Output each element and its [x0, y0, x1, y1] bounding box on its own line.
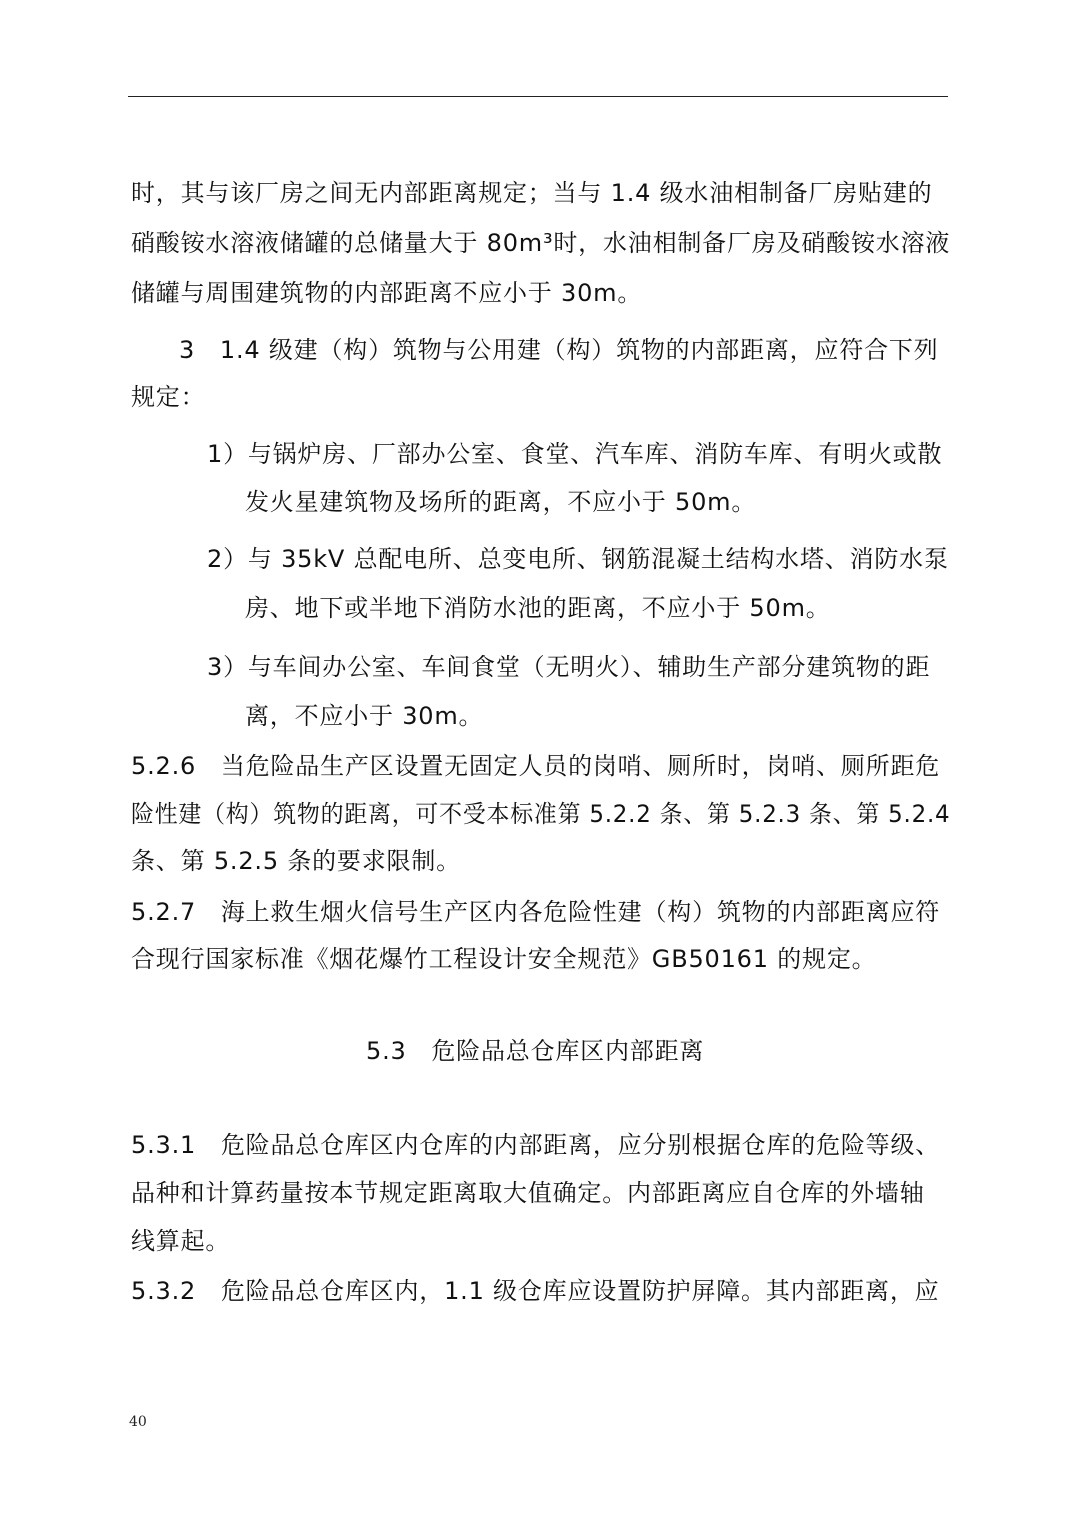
text-line: 时，其与该厂房之间无内部距离规定；当与 1.4 级水油相制备厂房贴建的 — [131, 179, 933, 207]
clause-line: 条、第 5.2.5 条的要求限制。 — [131, 847, 461, 875]
clause-line: 险性建（构）筑物的距离，可不受本标准第 5.2.2 条、第 5.2.3 条、第 5.2.4 — [131, 800, 951, 828]
clause-line: 5.2.7 海上救生烟火信号生产区内各危险性建（构）筑物的内部距离应符 — [131, 898, 941, 926]
clause-line: 线算起。 — [131, 1227, 231, 1255]
list-item-line: 发火星建筑物及场所的距离，不应小于 50m。 — [245, 488, 757, 516]
text-line: 规定： — [131, 383, 206, 411]
text-line: 储罐与周围建筑物的内部距离不应小于 30m。 — [131, 279, 643, 307]
page-number: 40 — [129, 1414, 147, 1430]
clause-line: 5.2.6 当危险品生产区设置无固定人员的岗哨、厕所时，岗哨、厕所距危 — [131, 752, 941, 780]
clause-line: 合现行国家标准《烟花爆竹工程设计安全规范》GB50161 的规定。 — [131, 945, 877, 973]
header-rule — [128, 96, 948, 97]
section-heading: 5.3 危险品总仓库区内部距离 — [366, 1037, 705, 1065]
list-item-line: 房、地下或半地下消防水池的距离，不应小于 50m。 — [245, 594, 831, 622]
list-item-line: 离，不应小于 30m。 — [245, 702, 484, 730]
clause-line: 5.3.2 危险品总仓库区内，1.1 级仓库应设置防护屏障。其内部距离，应 — [131, 1277, 940, 1305]
clause-line: 5.3.1 危险品总仓库区内仓库的内部距离，应分别根据仓库的危险等级、 — [131, 1131, 941, 1159]
list-item-line: 3）与车间办公室、车间食堂（无明火）、辅助生产部分建筑物的距 — [207, 653, 931, 681]
clause-line: 品种和计算药量按本节规定距离取大值确定。内部距离应自仓库的外墙轴 — [131, 1179, 925, 1207]
text-line: 硝酸铵水溶液储罐的总储量大于 80m³时，水油相制备厂房及硝酸铵水溶液 — [131, 229, 951, 257]
list-item-line: 2）与 35kV 总配电所、总变电所、钢筋混凝土结构水塔、消防水泵 — [207, 545, 949, 573]
list-item-line: 1）与锅炉房、厂部办公室、食堂、汽车库、消防车库、有明火或散 — [207, 440, 943, 468]
text-line: 3 1.4 级建（构）筑物与公用建（构）筑物的内部距离，应符合下列 — [179, 336, 939, 364]
